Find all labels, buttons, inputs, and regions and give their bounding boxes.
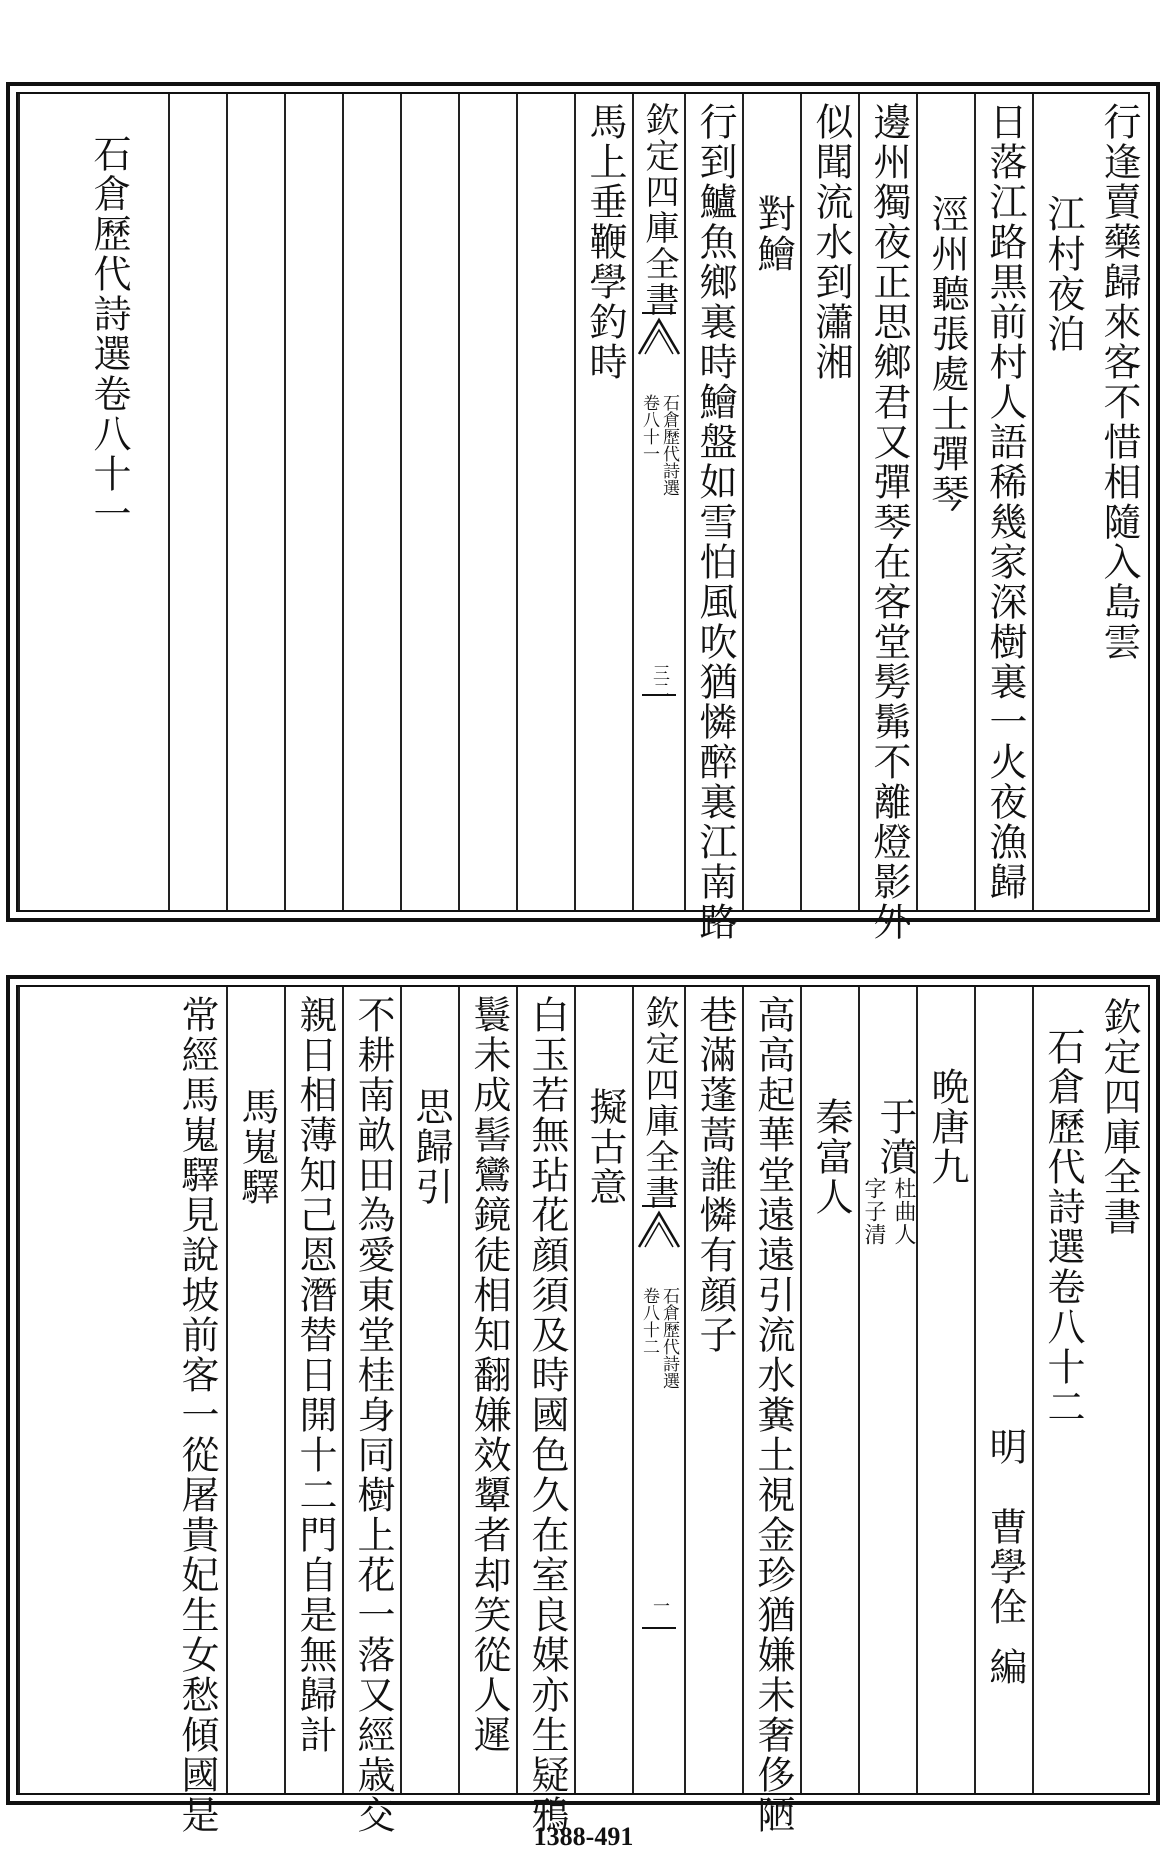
poem-title: 江村夜泊 <box>1041 194 1085 354</box>
bottom-col-7 <box>742 987 800 1835</box>
poem-line: 白玉若無玷花顔須及時國色久在室良媒亦生疑鴉 <box>525 995 569 1835</box>
center-title: 欽定四庫全書 <box>639 995 679 1211</box>
poet-name: 于濆 <box>873 1097 917 1177</box>
fish-tail-mark-icon <box>637 1209 681 1249</box>
center-page-number: 一 <box>649 1597 669 1614</box>
page-code: 1388-491 <box>533 1822 634 1851</box>
poet-note-origin: 杜曲人 <box>891 1177 916 1246</box>
bottom-col-5 <box>858 987 916 1793</box>
poet-note-courtesy: 字子清 <box>861 1177 886 1246</box>
bottom-center-column <box>632 987 684 1793</box>
top-page-frame <box>16 92 1150 942</box>
bottom-col-6 <box>800 987 858 1793</box>
dynasty: 明 <box>983 1427 1027 1467</box>
center-volume: 卷八十二 <box>639 1287 659 1355</box>
poem-line: 似聞流水到瀟湘 <box>809 102 853 382</box>
poem-line: 親日相薄知己恩潛替日開十二門自是無歸計 <box>293 995 337 1755</box>
poem-line: 常經馬嵬驛見說坡前客一從屠貴妃生女愁傾國是 <box>175 995 219 1835</box>
bottom-col-13 <box>400 987 458 1793</box>
center-book-title: 石倉歷代詩選 <box>659 394 679 496</box>
bottom-col-15 <box>284 987 342 1793</box>
center-book-title: 石倉歷代詩選 <box>659 1287 679 1389</box>
poem-line: 行到鱸魚鄉裏時鱠盤如雪怕風吹猶憐醉裏江南路 <box>693 102 737 942</box>
poem-title: 擬古意 <box>583 1087 627 1207</box>
bottom-col-4 <box>916 987 974 1793</box>
bottom-col-1 <box>1090 987 1148 1793</box>
bottom-col-8 <box>684 987 742 1793</box>
top-page <box>6 82 1160 942</box>
center-title: 欽定四庫全書 <box>639 102 679 318</box>
top-col-15 <box>284 94 342 910</box>
bottom-col-12 <box>458 987 516 1793</box>
top-col-1 <box>1090 94 1148 910</box>
top-col-17 <box>168 94 226 910</box>
top-col-13 <box>400 94 458 910</box>
bottom-col-10 <box>574 987 632 1793</box>
divider-line <box>642 1205 676 1207</box>
divider-line <box>642 1627 676 1629</box>
collection-title: 欽定四庫全書 <box>1097 997 1141 1237</box>
bottom-col-2 <box>1032 987 1090 1793</box>
poem-line: 鬟未成髻鸞鏡徒相知翻嫌效顰者却笑從人遲 <box>467 995 511 1755</box>
poem-line: 高高起華堂遠遠引流水糞土視金珍猶嫌未奢侈陋 <box>751 995 795 1835</box>
top-col-16 <box>226 94 284 910</box>
poem-line: 不耕南畝田為愛東堂桂身同樹上花一落又經歳交 <box>351 995 395 1835</box>
poem-line: 日落江路黒前村人語稀幾家深樹裏一火夜漁歸 <box>983 102 1027 902</box>
bottom-col-3 <box>974 987 1032 1793</box>
bottom-col-14 <box>342 987 400 1835</box>
top-col-11 <box>516 94 574 910</box>
top-col-14 <box>342 94 400 910</box>
bottom-col-11 <box>516 987 574 1835</box>
poem-title: 秦富人 <box>809 1097 853 1217</box>
top-col-7 <box>742 94 800 910</box>
divider-line <box>642 694 676 696</box>
top-col-10 <box>574 94 632 910</box>
poem-title: 涇州聽張處士彈琴 <box>925 194 969 514</box>
volume-title: 石倉歷代詩選卷八十二 <box>1041 1027 1085 1427</box>
poem-title: 思歸引 <box>409 1087 453 1207</box>
bottom-col-17 <box>18 987 226 1835</box>
volume-end-title: 石倉歷代詩選卷八十一 <box>87 134 131 534</box>
section-title: 晩唐九 <box>925 1067 969 1187</box>
compiler: 曹學佺 <box>983 1507 1027 1627</box>
compiler-role: 編 <box>983 1647 1027 1687</box>
bottom-page <box>6 975 1160 1835</box>
top-col-2 <box>1032 94 1090 910</box>
bottom-col-16 <box>226 987 284 1793</box>
center-volume: 卷八十一 <box>639 394 659 462</box>
divider-line <box>642 312 676 314</box>
poem-line: 馬上垂鞭學釣時 <box>583 102 627 382</box>
poem-line: 邊州獨夜正思鄉君又彈琴在客堂髣髴不離燈影外 <box>867 102 911 942</box>
poem-title: 馬嵬驛 <box>235 1087 279 1207</box>
poem-line: 巷滿蓬蒿誰憐有顔子 <box>693 995 737 1355</box>
top-col-6 <box>800 94 858 910</box>
top-col-18 <box>18 94 168 910</box>
top-col-8 <box>684 94 742 942</box>
poem-line: 行逢賣藥歸來客不惜相隨入島雲 <box>1097 102 1141 662</box>
center-page-number: 三二 <box>649 664 669 698</box>
top-center-column <box>632 94 684 910</box>
poem-title: 對鱠 <box>751 194 795 274</box>
bottom-page-frame <box>16 985 1150 1835</box>
top-col-3 <box>974 94 1032 910</box>
top-col-4 <box>916 94 974 910</box>
top-col-5 <box>858 94 916 942</box>
fish-tail-mark-icon <box>637 316 681 356</box>
top-col-12 <box>458 94 516 910</box>
